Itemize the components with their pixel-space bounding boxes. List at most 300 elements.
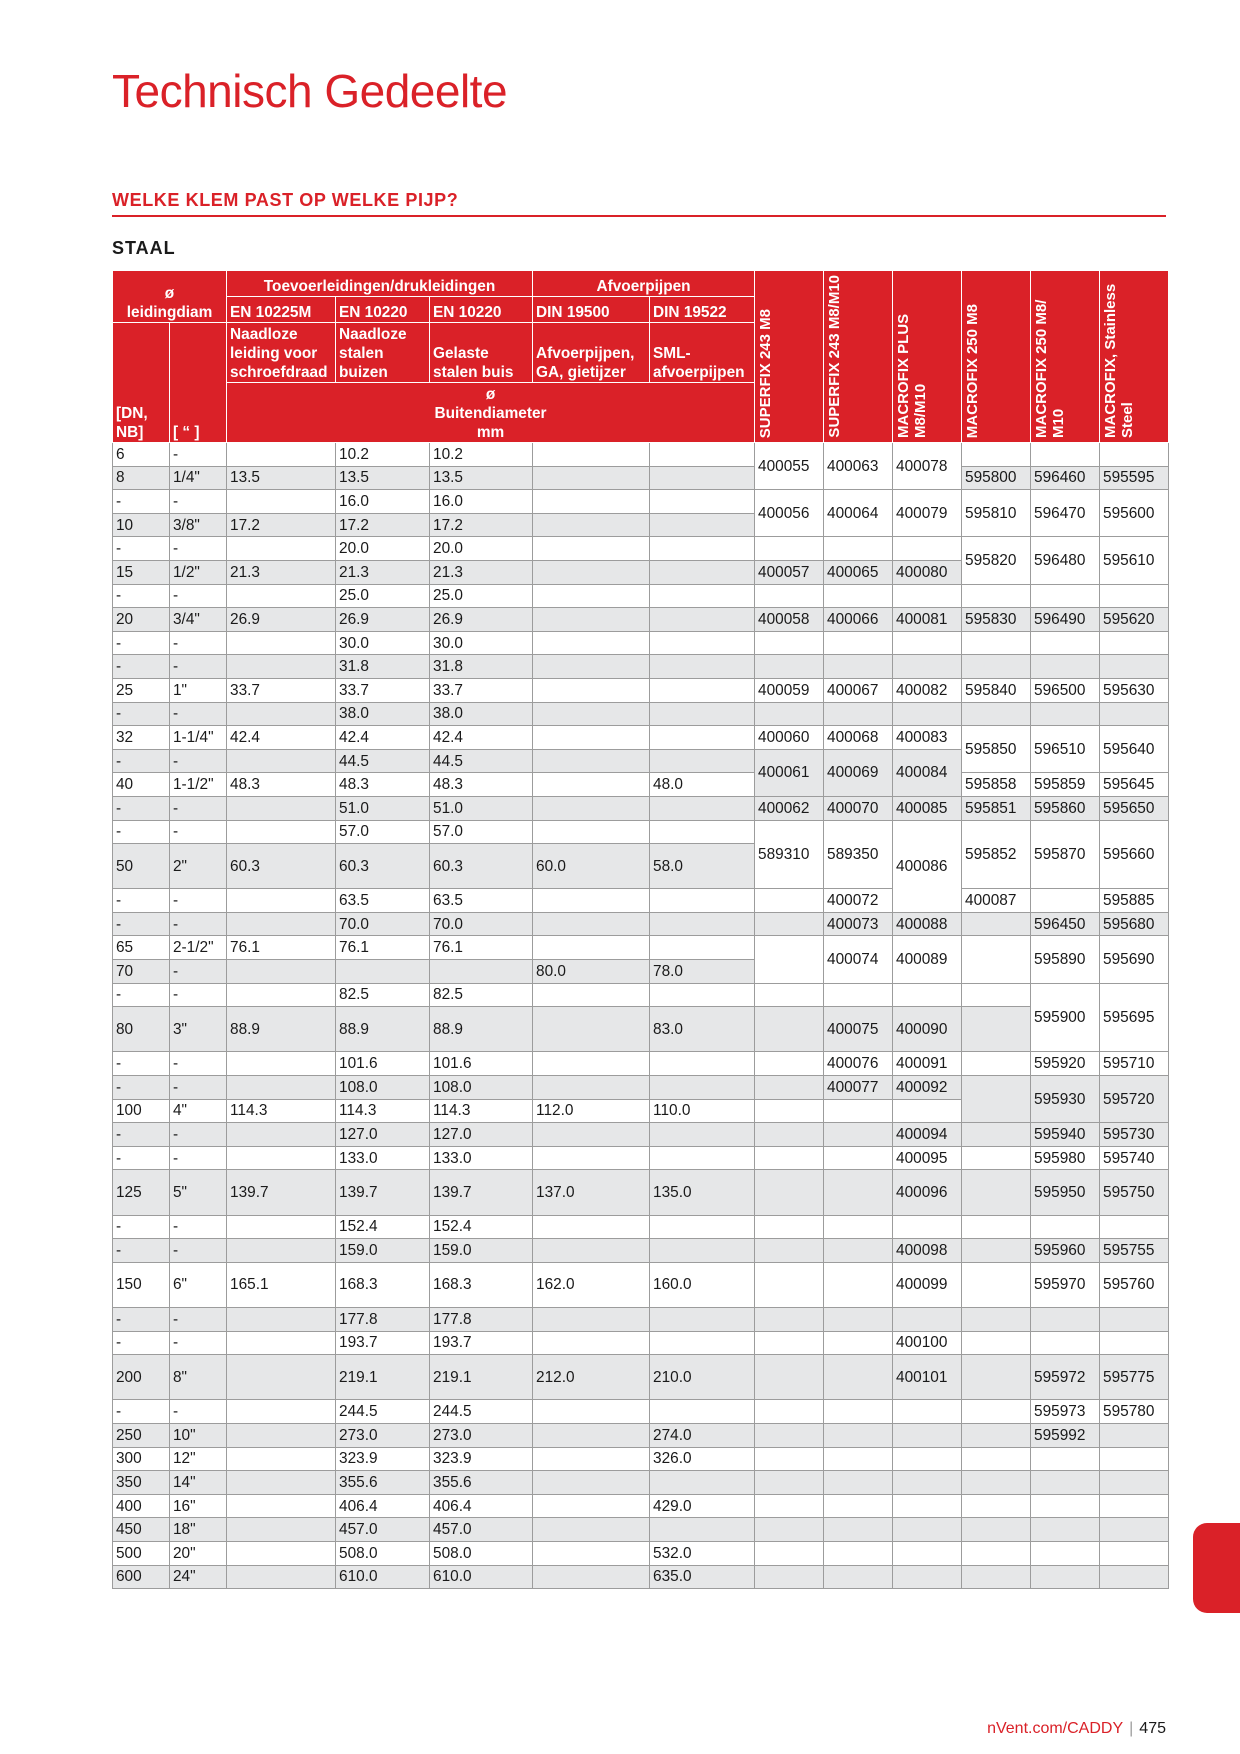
cell-din19522 — [650, 983, 755, 1007]
table-row — [113, 1123, 1169, 1147]
header-leidingdiam — [113, 271, 227, 323]
cell-din19522 — [650, 749, 755, 773]
cell-en10225m — [227, 1518, 336, 1542]
cell-din19500 — [533, 1423, 650, 1447]
product-code: 595755 — [1100, 1239, 1169, 1263]
cell-inch: 3/8" — [170, 513, 227, 537]
cell-en10220-welded — [430, 960, 533, 984]
product-code: 400061 — [755, 749, 824, 796]
product-empty — [1100, 1215, 1169, 1239]
cell-din19522 — [650, 912, 755, 936]
footer — [987, 1720, 1166, 1738]
table-row — [113, 983, 1169, 1007]
cell-dn: 20 — [113, 608, 170, 632]
cell-en10220-seamless: 457.0 — [336, 1518, 430, 1542]
cell-din19500 — [533, 655, 650, 679]
table-row — [113, 631, 1169, 655]
cell-inch: - — [170, 1215, 227, 1239]
cell-en10225m — [227, 1423, 336, 1447]
header-std-din19522: DIN 19522 — [650, 297, 755, 323]
cell-en10225m: 33.7 — [227, 678, 336, 702]
cell-en10225m — [227, 702, 336, 726]
product-empty — [962, 1262, 1031, 1307]
cell-dn: 15 — [113, 560, 170, 584]
cell-en10225m: 114.3 — [227, 1099, 336, 1123]
product-code: 595950 — [1031, 1170, 1100, 1215]
product-empty — [755, 1099, 824, 1123]
product-empty — [755, 1494, 824, 1518]
product-empty — [962, 1331, 1031, 1355]
cell-en10225m: 21.3 — [227, 560, 336, 584]
cell-en10225m — [227, 1123, 336, 1147]
cell-en10220-welded: 51.0 — [430, 796, 533, 820]
cell-en10220-welded: 38.0 — [430, 702, 533, 726]
product-code: 400080 — [893, 560, 962, 584]
cell-en10220-seamless: 355.6 — [336, 1471, 430, 1495]
product-empty — [755, 1262, 824, 1307]
cell-din19500 — [533, 889, 650, 913]
cell-en10225m: 139.7 — [227, 1170, 336, 1215]
cell-din19500 — [533, 584, 650, 608]
cell-dn: 10 — [113, 513, 170, 537]
product-empty — [962, 1423, 1031, 1447]
cell-dn: - — [113, 1076, 170, 1100]
product-code: 595630 — [1100, 678, 1169, 702]
cell-inch: - — [170, 796, 227, 820]
outer-diameter-label: Buitendiameter — [434, 405, 547, 422]
product-code: 595760 — [1100, 1262, 1169, 1307]
cell-inch: - — [170, 912, 227, 936]
product-code: 595695 — [1100, 983, 1169, 1052]
product-empty — [962, 1494, 1031, 1518]
product-empty — [755, 1355, 824, 1400]
cell-en10225m: 48.3 — [227, 773, 336, 797]
header-group-toevoer: Toevoerleidingen/drukleidingen — [227, 271, 533, 297]
cell-din19500 — [533, 726, 650, 750]
cell-en10225m: 17.2 — [227, 513, 336, 537]
cell-dn: 350 — [113, 1471, 170, 1495]
cell-dn: - — [113, 1239, 170, 1263]
product-empty — [1031, 1471, 1100, 1495]
cell-en10220-welded: 82.5 — [430, 983, 533, 1007]
product-empty — [962, 1123, 1031, 1147]
product-empty — [893, 1400, 962, 1424]
cell-dn: - — [113, 1146, 170, 1170]
cell-dn: 100 — [113, 1099, 170, 1123]
cell-en10225m — [227, 490, 336, 514]
header-product-macrofix-stainless: MACROFIX, Stainless Steel — [1100, 271, 1169, 443]
product-code: 595600 — [1100, 490, 1169, 537]
product-empty — [962, 1170, 1031, 1215]
cell-din19500 — [533, 537, 650, 561]
table-row — [113, 1239, 1169, 1263]
cell-inch: 6" — [170, 1262, 227, 1307]
outer-diameter-unit: mm — [476, 424, 505, 441]
product-code: 595690 — [1100, 936, 1169, 983]
product-code: 400090 — [893, 1007, 962, 1052]
cell-en10220-seamless: 33.7 — [336, 678, 430, 702]
product-code: 595858 — [962, 773, 1031, 797]
cell-inch: - — [170, 655, 227, 679]
product-code: 595810 — [962, 490, 1031, 537]
product-code: 595820 — [962, 537, 1031, 584]
product-code: 595680 — [1100, 912, 1169, 936]
product-code: 595750 — [1100, 1170, 1169, 1215]
product-code: 595660 — [1100, 820, 1169, 889]
product-code: 589310 — [755, 820, 824, 889]
product-empty — [824, 1099, 893, 1123]
cell-en10225m — [227, 1052, 336, 1076]
product-code: 595992 — [1031, 1423, 1100, 1447]
cell-din19522: 83.0 — [650, 1007, 755, 1052]
product-empty — [824, 631, 893, 655]
product-empty — [893, 1541, 962, 1565]
product-code: 595852 — [962, 820, 1031, 889]
product-empty — [962, 1447, 1031, 1471]
cell-en10220-seamless: 159.0 — [336, 1239, 430, 1263]
product-empty — [755, 1447, 824, 1471]
cell-en10220-welded: 457.0 — [430, 1518, 533, 1542]
cell-en10220-seamless: 108.0 — [336, 1076, 430, 1100]
cell-dn: - — [113, 584, 170, 608]
page-number: 475 — [1139, 1720, 1166, 1737]
cell-inch: 10" — [170, 1423, 227, 1447]
product-code: 595830 — [962, 608, 1031, 632]
product-empty — [1100, 1307, 1169, 1331]
product-code: 400087 — [962, 889, 1031, 913]
product-code: 595859 — [1031, 773, 1100, 797]
product-code: 595775 — [1100, 1355, 1169, 1400]
cell-en10220-welded: 610.0 — [430, 1565, 533, 1589]
cell-din19500 — [533, 466, 650, 490]
cell-din19500 — [533, 1400, 650, 1424]
product-empty — [1100, 1471, 1169, 1495]
cell-inch: - — [170, 1052, 227, 1076]
product-code: 595730 — [1100, 1123, 1169, 1147]
product-empty — [755, 1423, 824, 1447]
cell-en10220-seamless: 168.3 — [336, 1262, 430, 1307]
product-code: 400063 — [824, 443, 893, 490]
product-empty — [824, 1518, 893, 1542]
product-code: 595620 — [1100, 608, 1169, 632]
table-row — [113, 1518, 1169, 1542]
cell-din19500 — [533, 912, 650, 936]
product-code: 596480 — [1031, 537, 1100, 584]
cell-en10225m — [227, 1447, 336, 1471]
cell-din19500 — [533, 936, 650, 960]
table-row — [113, 1447, 1169, 1471]
cell-dn: 70 — [113, 960, 170, 984]
cell-din19500 — [533, 820, 650, 844]
cell-en10220-seamless: 127.0 — [336, 1123, 430, 1147]
cell-en10225m: 13.5 — [227, 466, 336, 490]
product-code: 595900 — [1031, 983, 1100, 1052]
product-empty — [755, 537, 824, 561]
cell-din19500: 60.0 — [533, 844, 650, 889]
cell-din19522 — [650, 1215, 755, 1239]
product-code: 400076 — [824, 1052, 893, 1076]
cell-en10225m — [227, 820, 336, 844]
cell-en10220-seamless: 20.0 — [336, 537, 430, 561]
cell-inch: 1" — [170, 678, 227, 702]
cell-en10225m — [227, 1146, 336, 1170]
cell-en10220-welded: 193.7 — [430, 1331, 533, 1355]
product-empty — [1031, 584, 1100, 608]
product-code: 400064 — [824, 490, 893, 537]
cell-en10220-welded: 244.5 — [430, 1400, 533, 1424]
product-empty — [962, 1541, 1031, 1565]
cell-dn: - — [113, 1052, 170, 1076]
cell-din19500 — [533, 1471, 650, 1495]
product-code: 595851 — [962, 796, 1031, 820]
cell-en10220-welded: 57.0 — [430, 820, 533, 844]
cell-en10220-welded: 76.1 — [430, 936, 533, 960]
cell-en10220-welded: 42.4 — [430, 726, 533, 750]
product-empty — [1031, 1447, 1100, 1471]
cell-en10220-seamless: 63.5 — [336, 889, 430, 913]
cell-dn: - — [113, 1307, 170, 1331]
product-code: 595972 — [1031, 1355, 1100, 1400]
cell-dn: 50 — [113, 844, 170, 889]
cell-dn: - — [113, 796, 170, 820]
cell-inch: - — [170, 960, 227, 984]
product-code: 400096 — [893, 1170, 962, 1215]
product-code: 596470 — [1031, 490, 1100, 537]
cell-en10220-welded: 152.4 — [430, 1215, 533, 1239]
cell-dn: 400 — [113, 1494, 170, 1518]
cell-din19500 — [533, 1052, 650, 1076]
product-code: 589350 — [824, 820, 893, 889]
cell-en10220-seamless: 10.2 — [336, 443, 430, 467]
cell-din19500 — [533, 983, 650, 1007]
cell-en10225m — [227, 1307, 336, 1331]
cell-en10225m — [227, 1494, 336, 1518]
product-code: 400068 — [824, 726, 893, 750]
product-empty — [1100, 702, 1169, 726]
cell-en10225m — [227, 584, 336, 608]
header-product-macrofix-plus: MACROFIX PLUS M8/M10 — [893, 271, 962, 443]
cell-din19522 — [650, 1052, 755, 1076]
product-code: 400062 — [755, 796, 824, 820]
cell-en10220-seamless: 273.0 — [336, 1423, 430, 1447]
product-code: 400074 — [824, 936, 893, 983]
product-empty — [824, 584, 893, 608]
cell-dn: 250 — [113, 1423, 170, 1447]
product-empty — [962, 936, 1031, 983]
product-empty — [755, 1076, 824, 1100]
cell-din19500 — [533, 1565, 650, 1589]
cell-en10220-seamless: 42.4 — [336, 726, 430, 750]
table-row — [113, 773, 1169, 797]
cell-inch: - — [170, 584, 227, 608]
cell-din19500 — [533, 631, 650, 655]
cell-din19522 — [650, 1076, 755, 1100]
page-title: Technisch Gedeelte — [112, 65, 508, 117]
product-empty — [962, 584, 1031, 608]
cell-en10220-welded: 273.0 — [430, 1423, 533, 1447]
cell-en10220-welded: 60.3 — [430, 844, 533, 889]
table-row — [113, 466, 1169, 490]
cell-dn: 125 — [113, 1170, 170, 1215]
cell-en10225m — [227, 631, 336, 655]
cell-din19500 — [533, 1007, 650, 1052]
table-row — [113, 912, 1169, 936]
cell-inch: - — [170, 1400, 227, 1424]
cell-en10220-seamless: 17.2 — [336, 513, 430, 537]
product-code: 595650 — [1100, 796, 1169, 820]
cell-din19500 — [533, 749, 650, 773]
cell-dn: - — [113, 631, 170, 655]
cell-inch: - — [170, 889, 227, 913]
table-row — [113, 443, 1169, 467]
cell-en10220-welded: 88.9 — [430, 1007, 533, 1052]
product-code: 400059 — [755, 678, 824, 702]
cell-inch: 24" — [170, 1565, 227, 1589]
cell-en10220-seamless: 38.0 — [336, 702, 430, 726]
cell-din19500 — [533, 702, 650, 726]
product-code: 400101 — [893, 1355, 962, 1400]
cell-inch: 3/4" — [170, 608, 227, 632]
product-code: 400089 — [893, 936, 962, 983]
product-code: 400070 — [824, 796, 893, 820]
cell-en10220-welded: 20.0 — [430, 537, 533, 561]
product-empty — [962, 1307, 1031, 1331]
product-empty — [893, 1099, 962, 1123]
table-row — [113, 1423, 1169, 1447]
chapter-tab — [1193, 1523, 1240, 1613]
product-code: 400081 — [893, 608, 962, 632]
table-row — [113, 584, 1169, 608]
product-code: 595780 — [1100, 1400, 1169, 1424]
product-code: 400095 — [893, 1146, 962, 1170]
product-empty — [962, 1007, 1031, 1052]
product-code: 400084 — [893, 749, 962, 796]
cell-dn: 300 — [113, 1447, 170, 1471]
table-row — [113, 1471, 1169, 1495]
cell-en10220-welded: 323.9 — [430, 1447, 533, 1471]
product-empty — [755, 1307, 824, 1331]
cell-din19522: 78.0 — [650, 960, 755, 984]
cell-din19500 — [533, 773, 650, 797]
product-empty — [824, 983, 893, 1007]
table-row — [113, 1262, 1169, 1307]
product-empty — [893, 1471, 962, 1495]
product-code: 400083 — [893, 726, 962, 750]
cell-en10220-seamless: 57.0 — [336, 820, 430, 844]
cell-en10225m — [227, 655, 336, 679]
product-code: 595740 — [1100, 1146, 1169, 1170]
cell-en10220-welded: 70.0 — [430, 912, 533, 936]
table-row — [113, 936, 1169, 960]
section-title: WELKE KLEM PAST OP WELKE PIJP? — [112, 190, 459, 210]
cell-dn: - — [113, 1123, 170, 1147]
cell-en10220-seamless: 114.3 — [336, 1099, 430, 1123]
cell-en10225m — [227, 1076, 336, 1100]
product-empty — [755, 584, 824, 608]
cell-din19500 — [533, 1518, 650, 1542]
cell-en10220-seamless: 70.0 — [336, 912, 430, 936]
product-empty — [824, 655, 893, 679]
cell-dn: 500 — [113, 1541, 170, 1565]
cell-en10220-welded: 133.0 — [430, 1146, 533, 1170]
cell-inch: 18" — [170, 1518, 227, 1542]
product-empty — [1100, 1541, 1169, 1565]
cell-dn: 6 — [113, 443, 170, 467]
cell-en10220-seamless: 244.5 — [336, 1400, 430, 1424]
product-code: 596450 — [1031, 912, 1100, 936]
table-row — [113, 1215, 1169, 1239]
cell-din19500 — [533, 1076, 650, 1100]
table-row — [113, 1146, 1169, 1170]
cell-din19522 — [650, 443, 755, 467]
header-std-en10225m: EN 10225M — [227, 297, 336, 323]
product-code: 595610 — [1100, 537, 1169, 584]
header-buitendiameter — [227, 383, 755, 443]
table-header — [113, 271, 1169, 443]
product-empty — [755, 1541, 824, 1565]
product-code: 400088 — [893, 912, 962, 936]
product-empty — [893, 537, 962, 561]
table-row — [113, 1494, 1169, 1518]
cell-inch: 12" — [170, 1447, 227, 1471]
product-empty — [962, 702, 1031, 726]
cell-en10220-welded: 406.4 — [430, 1494, 533, 1518]
product-empty — [1100, 1331, 1169, 1355]
cell-en10220-welded: 139.7 — [430, 1170, 533, 1215]
product-empty — [824, 1239, 893, 1263]
product-empty — [824, 1123, 893, 1147]
cell-dn: 600 — [113, 1565, 170, 1589]
product-empty — [962, 912, 1031, 936]
footer-separator: | — [1129, 1720, 1134, 1737]
product-empty — [1031, 1307, 1100, 1331]
cell-din19522: 326.0 — [650, 1447, 755, 1471]
cell-inch: 1-1/4" — [170, 726, 227, 750]
cell-din19522 — [650, 1123, 755, 1147]
product-code: 400067 — [824, 678, 893, 702]
product-code: 595970 — [1031, 1262, 1100, 1307]
cell-inch: - — [170, 1076, 227, 1100]
cell-din19522 — [650, 584, 755, 608]
cell-din19522: 274.0 — [650, 1423, 755, 1447]
cell-en10220-seamless: 133.0 — [336, 1146, 430, 1170]
cell-dn: 450 — [113, 1518, 170, 1542]
cell-din19500 — [533, 443, 650, 467]
product-empty — [1031, 889, 1100, 913]
cell-din19522 — [650, 560, 755, 584]
product-empty — [824, 1400, 893, 1424]
cell-en10220-seamless: 152.4 — [336, 1215, 430, 1239]
product-empty — [1031, 1518, 1100, 1542]
product-empty — [1031, 702, 1100, 726]
cell-din19522 — [650, 1400, 755, 1424]
cell-din19522: 210.0 — [650, 1355, 755, 1400]
product-code: 595870 — [1031, 820, 1100, 889]
product-empty — [893, 1215, 962, 1239]
cell-dn: 65 — [113, 936, 170, 960]
cell-en10220-seamless: 44.5 — [336, 749, 430, 773]
cell-inch: - — [170, 820, 227, 844]
header-desc-2: Naadloze stalen buizen — [336, 323, 430, 383]
cell-din19522 — [650, 796, 755, 820]
cell-din19500 — [533, 1541, 650, 1565]
product-empty — [824, 1146, 893, 1170]
diameter-symbol: ø — [164, 285, 175, 302]
cell-inch: 16" — [170, 1494, 227, 1518]
cell-en10225m — [227, 983, 336, 1007]
cell-en10220-welded: 114.3 — [430, 1099, 533, 1123]
product-empty — [1100, 1447, 1169, 1471]
